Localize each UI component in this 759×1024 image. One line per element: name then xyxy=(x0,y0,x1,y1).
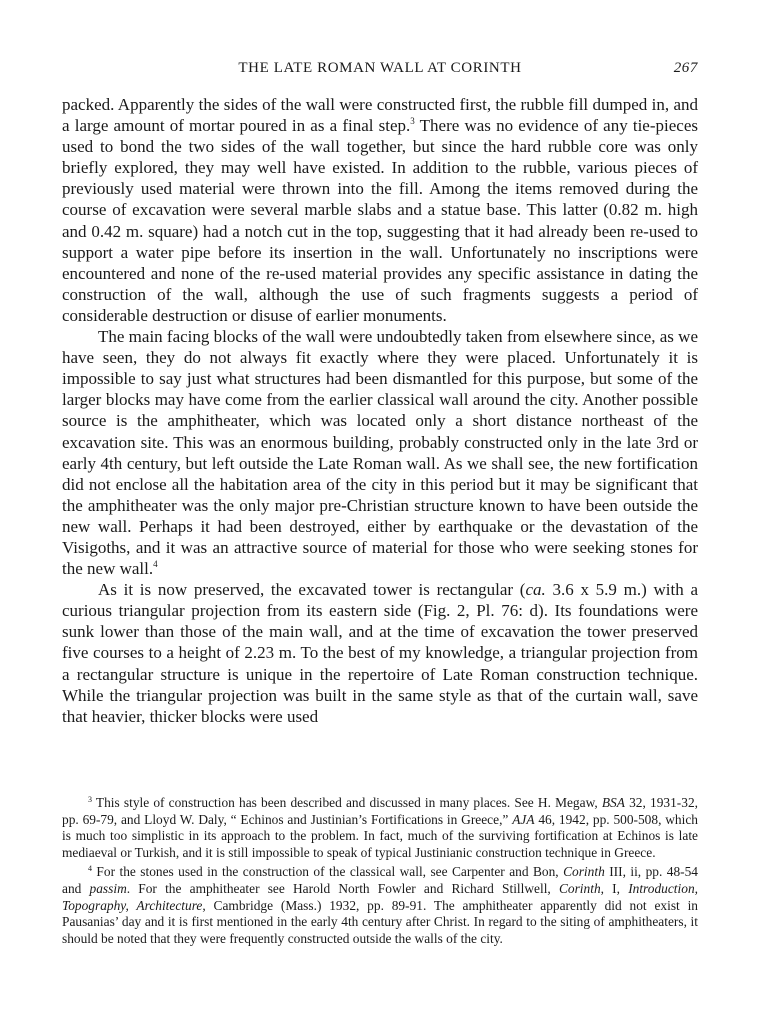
page-number: 267 xyxy=(673,60,698,76)
running-header xyxy=(62,60,698,82)
paragraph-3: As it is now preserved, the excavated tower is rectangular (ca. 3.6 x 5.9 m.) with a curious triangular projection from its eastern side (Fig. 2, Pl. 76: d). Its foundations were sunk lower than those of the main wall, and at the time of excavation the tower preserved five courses to a height of 2.23 m. To the best of my knowledge, a triangular projection from a rectangular structure is unique in the repertoire of Late Roman construction technique. While the triangular projection was built in the same style as that of the curtain wall, save that heavier, thicker blocks were used xyxy=(62,580,699,726)
footnotes xyxy=(62,795,698,950)
footnote-4: $^4$ For the stones used in the construction of the classical wall, see Carpenter and Bon, Corinth III, ii, pp. 48-54 and passim. For the amphitheater see Harold North Fowler and Richard Stillwell, Corinth, I, Introduction, Topography, Architecture, Cambridge (Mass.) 1932, pp. 89-91. The amphitheater apparently did not exist in Pausanias’ day and it is first mentioned in the early 4th century after Christ. In regard to the siting of amphitheaters, it should be noted that they were frequently constructed outside the walls of the city. xyxy=(62,864,698,946)
paragraph-2: The main facing blocks of the wall were undoubtedly taken from elsewhere since, as we have seen, they do not always fit exactly where they were placed. Unfortunately it is impossible to say just what structures had been dismantled for this purpose, but some of the larger blocks may have come from the earlier classical wall around the city. Another possible source is the amphitheater, which was located only a short distance northeast of the excavation site. This was an enormous building, probably constructed only in the late 3rd or early 4th century, but left outside the Late Roman wall. As we shall see, the new fortification did not enclose all the habitation area of the city in this period but it may be significant that the amphitheater was the only major pre-Christian structure known to have been outside the new wall. Perhaps it had been destroyed, either by earthquake or the devastation of the Visigoths, and it was an attractive source of material for those who were seeking stones for the new wall.$^4$ xyxy=(62,327,698,579)
paragraph-1: packed. Apparently the sides of the wall were constructed first, the rubble fill dumped in, and a large amount of mortar poured in as a final step.$^3$ There was no evidence of any tie-pieces used to bond the two sides of the wall together, but since the hard rubble core was only briefly explored, they may well have existed. In addition to the rubble, various pieces of previously used material were thrown into the fill. Among the items removed during the course of excavation were several marble slabs and a statue base. This latter (0.82 m. high and 0.42 m. square) had a notch cut in the top, suggesting that it had already been re-used to support a water pipe before its insertion in the wall. Unfortunately no inscriptions were encountered and none of the re-used material provides any specific assistance in dating the construction of the wall, although the use of such fragments suggests a period of considerable destruction or disuse of earlier monuments. xyxy=(62,95,698,325)
footnote-ref-4[interactable]: 4 xyxy=(153,559,158,570)
footnote-3: $^3$ This style of construction has been described and discussed in many places. See H. Megaw, BSA 32, 1931-32, pp. 69-79, and Lloyd W. Daly, “ Echinos and Justinian’s Fortifications in Greece,” AJA 46, 1942, pp. 500-508, which is much too simplistic in its approach to the problem. In fact, much of the surviving fortification at Echinos is late mediaeval or Turkish, and it is still impossible to speak of typical Justinianic construction technique in Greece. xyxy=(62,795,698,860)
main-text xyxy=(62,94,698,727)
running-title: THE LATE ROMAN WALL AT CORINTH xyxy=(238,60,522,76)
footnote-ref-3[interactable]: 3 xyxy=(410,116,415,127)
